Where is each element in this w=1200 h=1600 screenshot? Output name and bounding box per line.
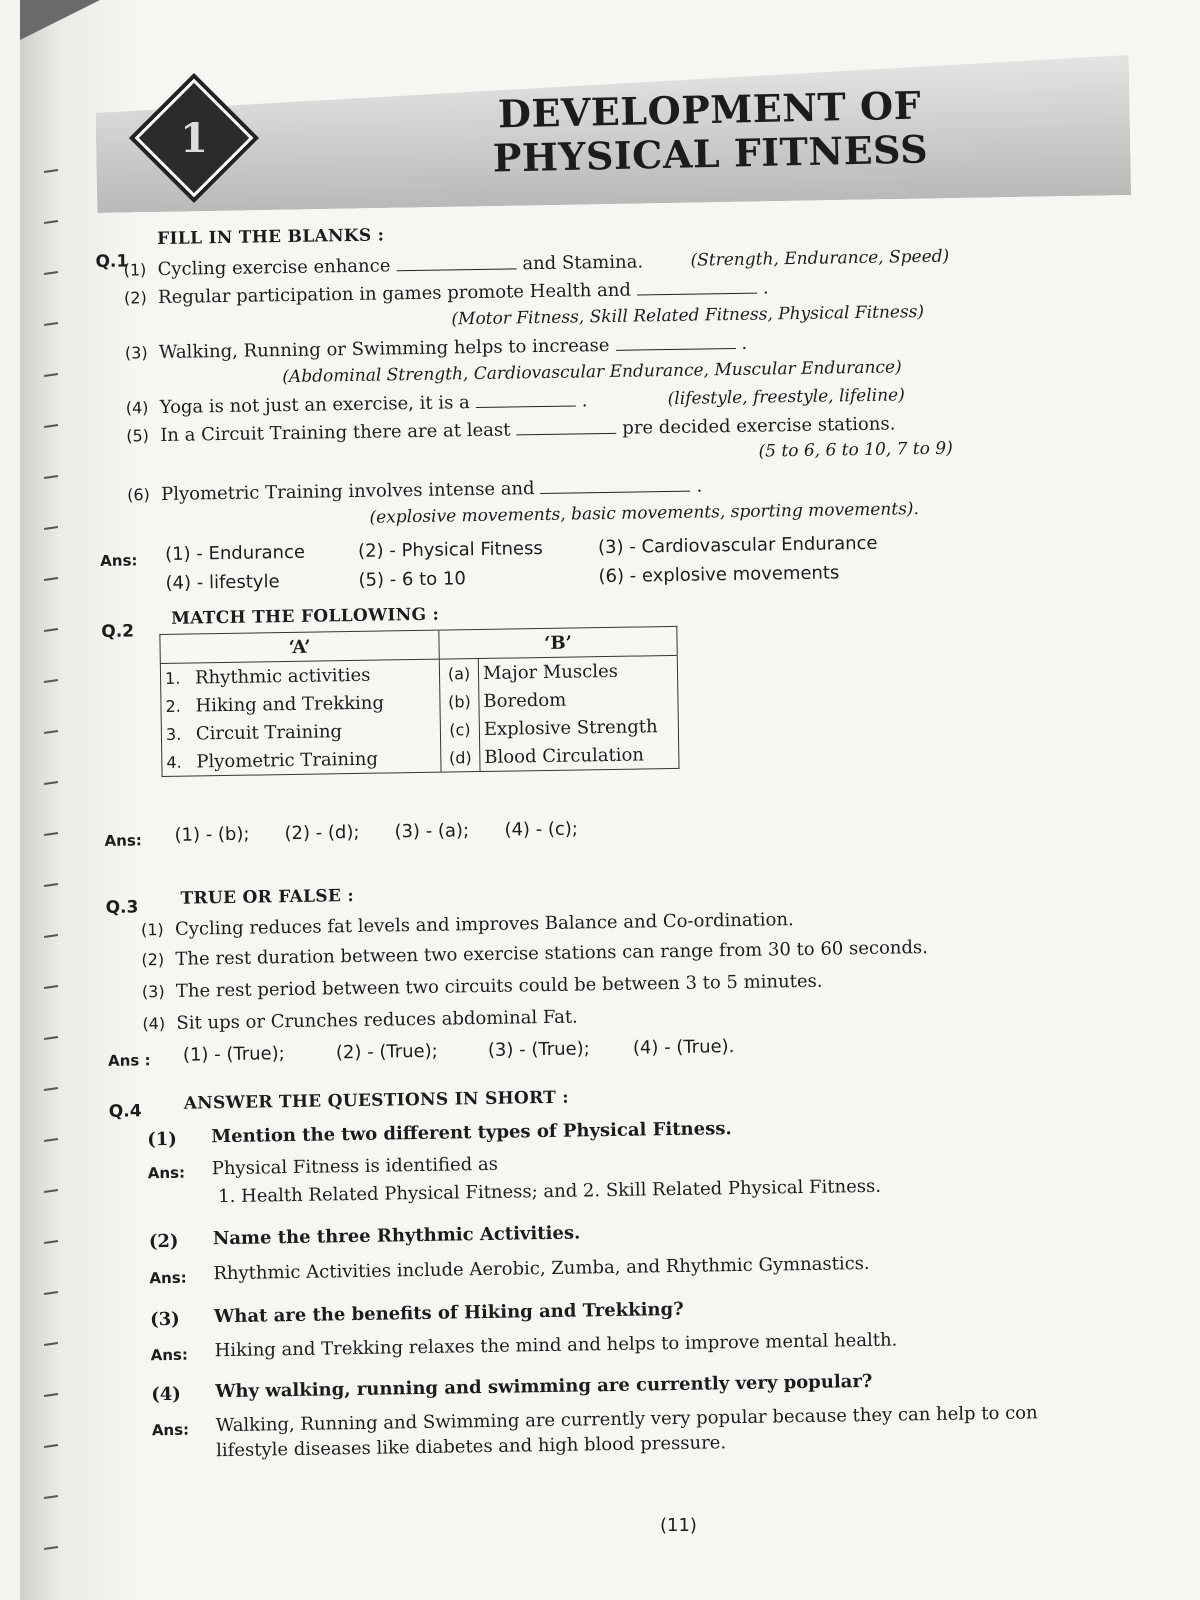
q3-item-4: (4) Sit ups or Crunches reduces abdominal Fat. <box>142 1006 578 1034</box>
q1-heading: FILL IN THE BLANKS : <box>156 225 385 250</box>
q1-answer-6: (6) - explosive movements <box>598 562 840 588</box>
q1-item-5: (5) In a Circuit Training there are at least pre decided exercise stations. <box>126 413 896 446</box>
q3-number: Q.3 <box>105 897 139 918</box>
q3-item-2: (2) The rest duration between two exercise stations can range from 30 to 60 seconds. <box>141 937 929 970</box>
q2-answer-3: (3) - (a); <box>394 820 470 843</box>
q1-answer-2: (2) - Physical Fitness <box>357 538 543 562</box>
q4-question-3: What are the benefits of Hiking and Trekking? <box>213 1298 684 1328</box>
q2-answer-1: (1) - (b); <box>174 823 250 846</box>
chapter-badge <box>138 82 250 194</box>
col-b-header: ‘B’ <box>439 626 677 659</box>
q1-answer-5: (5) - 6 to 10 <box>358 568 467 591</box>
page-corner-shadow <box>20 0 100 40</box>
q1-ans-label: Ans: <box>100 551 138 570</box>
q1-hint-4: (lifestyle, freestyle, lifeline) <box>667 385 905 410</box>
chapter-number: 1 <box>180 114 208 162</box>
q2-number: Q.2 <box>101 621 135 642</box>
q3-answer-2: (2) - (True); <box>335 1040 438 1064</box>
q1-hint-6: (explosive movements, basic movements, sporting movements). <box>369 499 920 528</box>
q3-item-1: (1) Cycling reduces fat levels and improves Balance and Co-ordination. <box>140 909 794 940</box>
q3-ans-label: Ans : <box>107 1051 151 1070</box>
q1-item-1: (1) Cycling exercise enhance and Stamina. <box>123 251 644 281</box>
q4-answer-2: Rhythmic Activities include Aerobic, Zumba, and Rhythmic Gymnastics. <box>213 1252 870 1285</box>
chapter-title <box>469 83 951 181</box>
q4-question-2: Name the three Rhythmic Activities. <box>212 1222 581 1250</box>
table-row: 4. Plyometric Training (d) Blood Circulation <box>162 740 679 777</box>
q1-answer-1: (1) - Endurance <box>164 541 306 565</box>
q1-hint-3: (Abdominal Strength, Cardiovascular Endurance, Muscular Endurance) <box>282 357 902 388</box>
q1-hint-5: (5 to 6, 6 to 10, 7 to 9) <box>758 438 953 462</box>
q4-answer-1-line-2: 1. Health Related Physical Fitness; and 2. Skill Related Physical Fitness. <box>218 1175 882 1208</box>
q4-answer-4-line-2: lifestyle diseases like diabetes and high blood pressure. <box>216 1432 727 1462</box>
q4-ans-label-3: Ans: <box>150 1345 189 1365</box>
table-row: 3. Circuit Training (c) Explosive Strength <box>161 712 678 748</box>
q4-item-3-number: (3) <box>149 1308 180 1331</box>
q3-item-3: (3) The rest period between two circuits could be between 3 to 5 minutes. <box>141 970 823 1002</box>
q4-item-4-number: (4) <box>151 1383 182 1406</box>
q1-item-6: (6) Plyometric Training involves intense and . <box>127 475 703 505</box>
chapter-title-line-2: PHYSICAL FITNESS <box>492 126 929 181</box>
col-a-header: ‘A’ <box>160 630 439 663</box>
q1-hint-1: (Strength, Endurance, Speed) <box>690 246 950 271</box>
q4-ans-label-4: Ans: <box>151 1420 190 1440</box>
q4-answer-4-line-1: Walking, Running and Swimming are currently very popular because they can help to con <box>215 1402 1038 1437</box>
table-row: 1. Rhythmic activities (a) Major Muscles <box>160 655 677 692</box>
q4-number: Q.4 <box>108 1101 142 1122</box>
q4-ans-label-1: Ans: <box>147 1163 186 1183</box>
page-number: (11) <box>660 1515 697 1536</box>
q2-answer-4: (4) - (c); <box>504 818 579 841</box>
q2-ans-label: Ans: <box>104 831 142 850</box>
table-row: 2. Hiking and Trekking (b) Boredom <box>161 684 678 720</box>
q4-answer-3: Hiking and Trekking relaxes the mind and helps to improve mental health. <box>214 1329 898 1362</box>
q4-item-2-number: (2) <box>148 1230 179 1253</box>
q4-item-1-number: (1) <box>147 1128 178 1151</box>
q1-hint-2: (Motor Fitness, Skill Related Fitness, Physical Fitness) <box>451 301 925 330</box>
q1-answer-4: (4) - lifestyle <box>165 571 280 594</box>
match-table <box>159 626 679 777</box>
q1-item-4: (4) Yoga is not just an exercise, it is a . <box>125 390 588 419</box>
q2-answer-2: (2) - (d); <box>284 821 360 845</box>
spiral-binding <box>44 170 64 1570</box>
q1-item-2: (2) Regular participation in games promote Health and . <box>123 277 769 309</box>
q3-answer-1: (1) - (True); <box>182 1043 285 1066</box>
q4-ans-label-2: Ans: <box>149 1268 187 1288</box>
q4-heading: ANSWER THE QUESTIONS IN SHORT : <box>183 1087 570 1114</box>
q3-heading: TRUE OR FALSE : <box>180 886 355 909</box>
q1-answer-3: (3) - Cardiovascular Endurance <box>597 532 878 559</box>
q3-answer-3: (3) - (True); <box>487 1038 590 1061</box>
q1-item-3: (3) Walking, Running or Swimming helps to increase . <box>124 332 748 364</box>
q1-number: Q.1 <box>95 251 129 272</box>
q2-heading: MATCH THE FOLLOWING : <box>170 604 440 629</box>
q4-question-1: Mention the two different types of Physical Fitness. <box>211 1118 732 1148</box>
q3-answer-4: (4) - (True). <box>632 1036 735 1059</box>
q4-answer-1-line-1: Physical Fitness is identified as <box>211 1153 499 1180</box>
chapter-title-line-1: DEVELOPMENT OF <box>497 82 922 137</box>
q4-question-4: Why walking, running and swimming are currently very popular? <box>215 1370 873 1403</box>
